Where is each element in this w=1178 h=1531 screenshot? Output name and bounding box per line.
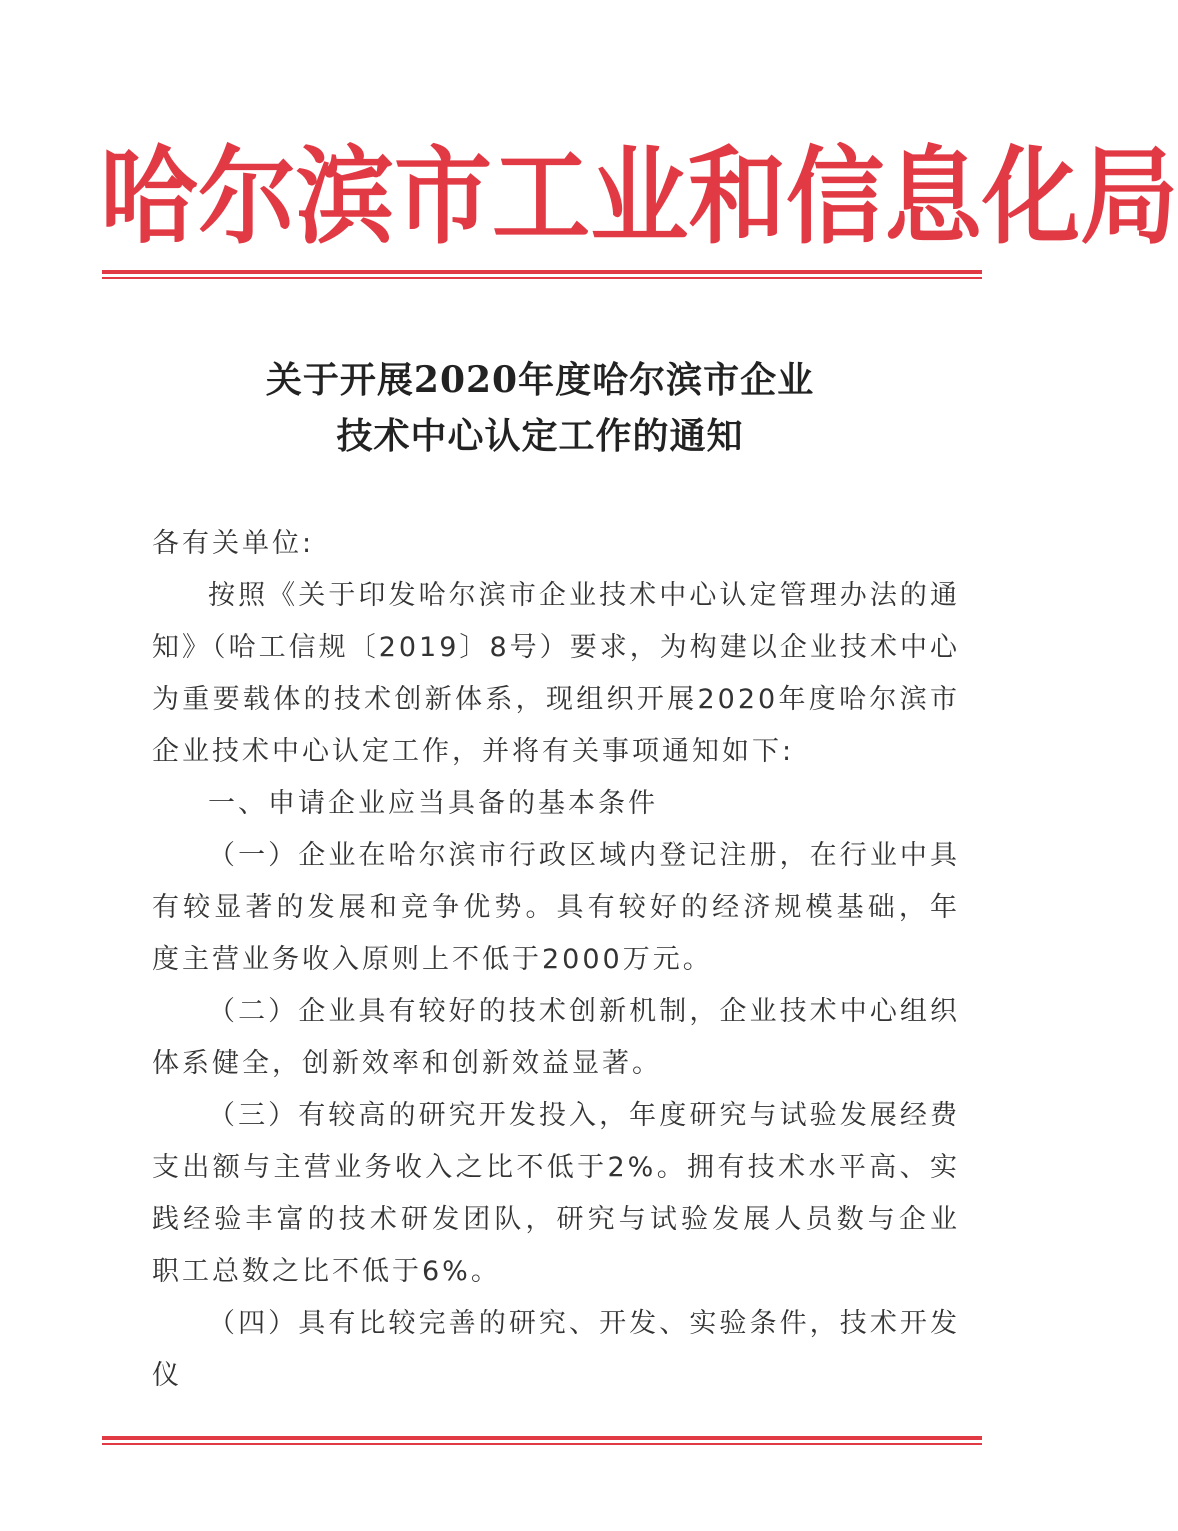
masthead-char: 和 [688, 135, 787, 260]
masthead-char: 业 [590, 135, 689, 260]
document-title-line-1: 关于开展2020年度哈尔滨市企业 [265, 359, 815, 401]
masthead-char: 市 [394, 135, 493, 260]
footer-divider [102, 1436, 982, 1445]
masthead-char: 局 [1080, 135, 1178, 260]
masthead-char: 尔 [198, 135, 297, 260]
condition-item-2: （二）企业具有较好的技术创新机制，企业技术中心组织体系健全，创新效率和创新效益显著。 [152, 996, 960, 1079]
intro-paragraph: 按照《关于印发哈尔滨市企业技术中心认定管理办法的通知》（哈工信规〔2019〕8号）要求，为构建以企业技术中心为重要载体的技术创新体系，现组织开展2020年度哈尔滨市企业技术中心认定工作，并将有关事项通知如下: [152, 580, 960, 767]
masthead-char: 化 [982, 135, 1081, 260]
masthead-char: 工 [492, 135, 591, 260]
document-body [152, 570, 960, 1402]
document-title-line-2: 技术中心认定工作的通知 [336, 415, 744, 457]
condition-item-3: （三）有较高的研究开发投入，年度研究与试验发展经费支出额与主营业务收入之比不低于2%。拥有技术水平高、实践经验丰富的技术研发团队，研究与试验发展人员数与企业职工总数之比不低于6%。 [152, 1100, 960, 1287]
masthead-agency-name [100, 133, 1178, 263]
condition-item-4: （四）具有比较完善的研究、开发、实验条件，技术开发仪 [152, 1308, 960, 1391]
masthead-char: 哈 [100, 135, 199, 260]
masthead-char: 信 [786, 135, 885, 260]
section-heading: 一、申请企业应当具备的基本条件 [208, 788, 658, 819]
masthead-divider [102, 270, 982, 279]
masthead-char: 滨 [296, 135, 395, 260]
salutation: 各有关单位: [152, 528, 315, 559]
masthead-char: 息 [884, 135, 983, 260]
condition-item-1: （一）企业在哈尔滨市行政区域内登记注册，在行业中具有较显著的发展和竞争优势。具有较好的经济规模基础，年度主营业务收入原则上不低于2000万元。 [152, 840, 960, 975]
